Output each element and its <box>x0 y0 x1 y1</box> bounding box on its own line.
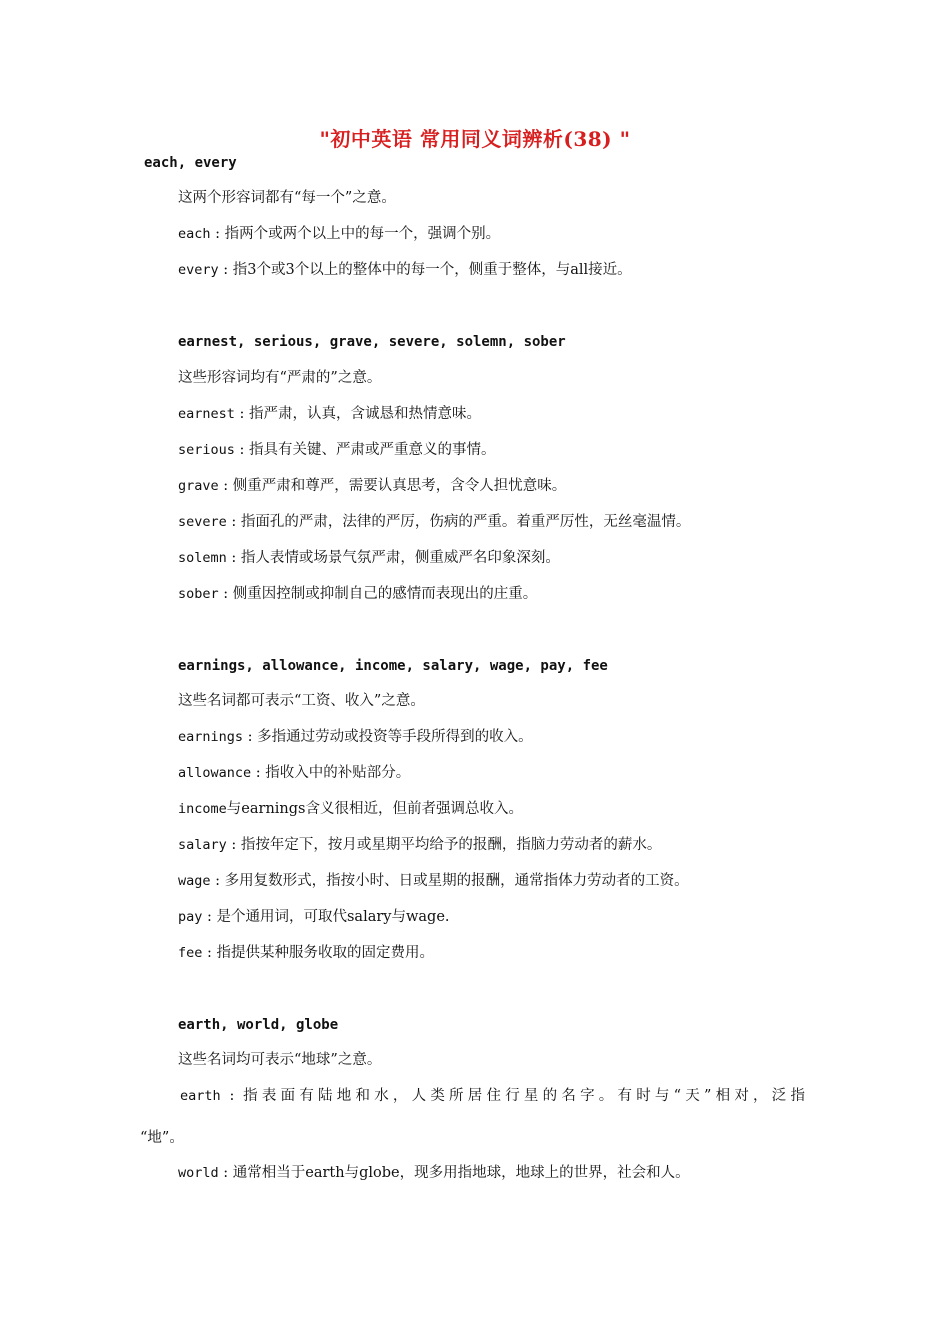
entry-salary <box>178 835 661 855</box>
entry-definition: : 指面孔的严肃，法律的严厉，伤病的严重。着重严厉性，无丝毫温情。 <box>226 514 691 530</box>
entry-word: allowance <box>178 765 252 781</box>
entry-definition: : 指表面有陆地和水，人类所居住行星的名字。有时与“天”相对，泛指 <box>220 1088 805 1104</box>
entry-earth-continuation: “地”。 <box>140 1130 184 1146</box>
entry-word: earnest <box>178 406 235 422</box>
entry-word: world <box>178 1165 219 1181</box>
entry-definition: : 侧重因控制或抑制自己的感情而表现出的庄重。 <box>218 586 538 602</box>
entry-definition: : 指按年定下，按月或星期平均给予的报酬，指脑力劳动者的薪水。 <box>226 837 662 853</box>
entry-definition: : 指两个或两个以上中的每一个，强调个别。 <box>210 226 501 242</box>
entry-definition: : 多用复数形式，指按小时、日或星期的报酬，通常指体力劳动者的工资。 <box>210 873 689 889</box>
entry-definition: : 指提供某种服务收取的固定费用。 <box>202 945 434 961</box>
entry-word: income <box>178 801 227 817</box>
entry-definition: : 指人表情或场景气氛严肃，侧重威严名印象深刻。 <box>226 550 560 566</box>
entry-word: earnings <box>178 729 244 745</box>
entry-definition: : 指3个或3个以上的整体中的每一个，侧重于整体，与all接近。 <box>218 262 632 278</box>
entry-serious <box>178 440 496 460</box>
entry-fee <box>178 943 434 963</box>
entry-each <box>178 224 500 244</box>
section-intro: 这两个形容词都有“每一个”之意。 <box>178 190 396 206</box>
entry-definition: : 多指通过劳动或投资等手段所得到的收入。 <box>243 729 533 745</box>
entry-word: serious <box>178 442 235 458</box>
entry-definition: : 指收入中的补贴部分。 <box>251 765 411 781</box>
entry-definition: : 侧重严肃和尊严，需要认真思考，含令人担忧意味。 <box>218 478 567 494</box>
entry-income <box>178 799 523 819</box>
entry-world <box>178 1163 690 1183</box>
section-heading-earth-world-globe: earth, world, globe <box>178 1017 339 1033</box>
entry-definition: : 通常相当于earth与globe，现多用指地球，地球上的世界，社会和人。 <box>218 1165 690 1181</box>
entry-solemn <box>178 548 560 568</box>
entry-earnings <box>178 727 533 747</box>
entry-word: grave <box>178 478 219 494</box>
entry-earth <box>180 1086 805 1106</box>
section-heading-earnings-allowance: earnings, allowance, income, salary, wage, pay, fee <box>178 658 608 674</box>
entry-allowance <box>178 763 410 783</box>
entry-word: fee <box>178 945 203 961</box>
entry-word: earth <box>180 1088 221 1104</box>
entry-definition: : 指严肃，认真，含诚恳和热情意味。 <box>234 406 482 422</box>
section-heading-earnest-serious: earnest, serious, grave, severe, solemn, sober <box>178 334 566 350</box>
section-heading-each-every: each, every <box>144 155 237 171</box>
entry-severe <box>178 512 690 532</box>
page-title: "初中英语 常用同义词辨析(38) " <box>319 127 631 151</box>
entry-earnest <box>178 404 481 424</box>
entry-word: each <box>178 226 211 242</box>
entry-every <box>178 260 632 280</box>
section-intro: 这些名词均可表示“地球”之意。 <box>178 1052 382 1068</box>
section-intro: 这些名词都可表示“工资、收入”之意。 <box>178 693 425 709</box>
entry-word: every <box>178 262 219 278</box>
entry-grave <box>178 476 566 496</box>
entry-word: salary <box>178 837 227 853</box>
entry-word: sober <box>178 586 219 602</box>
entry-definition: 与earnings含义很相近，但前者强调总收入。 <box>226 801 523 817</box>
entry-word: wage <box>178 873 211 889</box>
entry-word: solemn <box>178 550 227 566</box>
entry-wage <box>178 871 689 891</box>
entry-pay <box>178 907 450 927</box>
entry-definition: : 是个通用词，可取代salary与wage. <box>202 909 450 925</box>
entry-word: pay <box>178 909 203 925</box>
entry-definition: : 指具有关键、严肃或严重意义的事情。 <box>234 442 496 458</box>
section-intro: 这些形容词均有“严肃的”之意。 <box>178 370 382 386</box>
entry-word: severe <box>178 514 227 530</box>
entry-sober <box>178 584 537 604</box>
